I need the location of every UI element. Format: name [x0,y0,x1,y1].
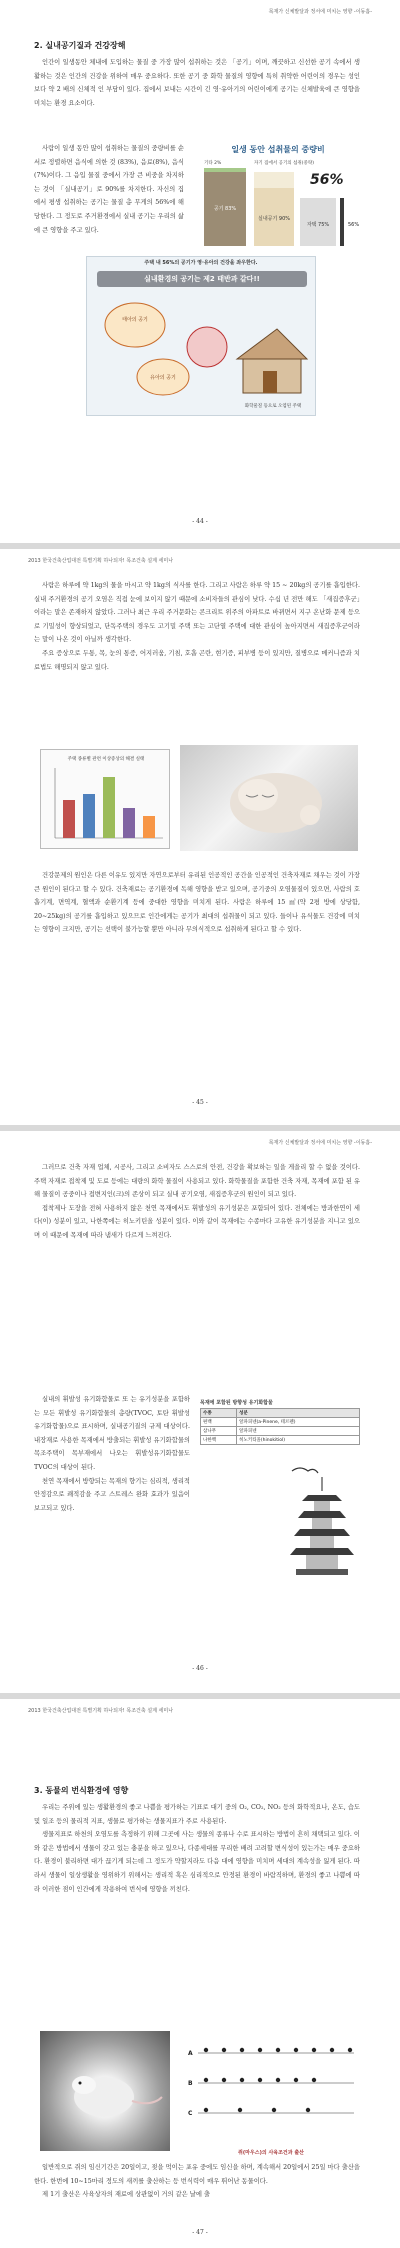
bar-label-home: 자택 75% [306,222,330,228]
table-cell: 히노키티올(hinokitiol) [237,1436,360,1445]
mouse-photo [40,2031,170,2151]
birth-marker [222,2048,226,2052]
graph-bar [123,808,135,838]
page-number: - 44 - [192,518,208,525]
table-cell: 삼나무 [201,1427,237,1436]
birth-marker [348,2048,352,2052]
body-paragraph: 일반적으로 쥐의 임신기간은 20일이고, 젖을 먹이는 포유 중에도 임신을 하며, 계속해서 20일에서 25일 마다 출산을 한다. 한번에 10~15마리 정도의 새끼를 출산하는 등 번식력이 매우 뛰어난 동물이다. 제 1기 출산은 사육상자의 재료에 상관없이 거의 같은 날에 출 [34,2164,360,2199]
birth-marker [238,2108,242,2112]
cartoon-note: 화학물질 등으로 오염된 주택 [244,404,302,409]
symptom-bar-graph [40,749,170,849]
body-paragraph: 사람은 하루에 약 1kg의 물을 마시고 약 1kg의 식사를 한다. 그리고 사람은 하루 약 15 ~ 20kg의 공기를 흡입한다. 실내 주거환경의 공기 오염은 직접 눈에 보이지 않기 때문에 소비자들의 관심이 낮다. 수십 년 전만 해도 「새집증후군」이라는 말은 존재하지 않았다. 그러나 최근 우리 주거문화는 콘크리트 위주의 아파트로 바뀌면서 지구 온난화 문제 등으로 기밀성이 향상되었고, 단독주택의 경우도 고기밀 주택 또는 고단열 주택에 대한 관심이 높아지면서 새집증후군이라는 말이 나온 것이 아닐까 생각한다. 주요 증상으로 두통, 목, 눈의 통증, 어지러움, 기침, 호흡 곤란, 현기증, 피부병 등이 있지만, 질병으로 메커니즘과 치료법도 해명되지 않고 있다. [34,582,360,671]
table [200,1408,360,1445]
table-cell: 나한백 [201,1436,237,1445]
birth-marker [204,2108,208,2112]
section-title: 2. 실내공기질과 건강장해 [34,41,126,50]
row-label-c: C [188,2110,193,2117]
chart-subtitle-left: 기타 2% [204,161,222,166]
table-cell: 수종 [201,1409,237,1418]
graph-bar [83,794,95,838]
row-label-a: A [188,2050,193,2057]
running-header: 2013 한국건축산업대전 특별기획 하나되자! 목조건축 설계 세미나 [28,1708,174,1714]
page-number: - 46 - [192,1665,208,1672]
pagoda-illustration [282,1461,362,1577]
chart-big-percent: 56% [310,172,344,188]
bar-label-air: 공기 83% [213,206,237,212]
birth-marker [330,2048,334,2052]
birth-marker [258,2078,262,2082]
bar-label-right: 56% [348,222,360,228]
row-label-b: B [188,2080,193,2087]
birth-marker [204,2048,208,2052]
section-title: 3. 동물의 번식환경에 영향 [34,1786,129,1795]
cartoon-label-fetus: 태아의 공기 [122,317,148,323]
birth-marker [312,2078,316,2082]
banner: 실내환경의 공기는 제2 태반과 같다!! [97,271,307,287]
birth-timeline-chart [182,2035,360,2145]
page-45 [0,549,400,1125]
birth-marker [258,2048,262,2052]
birth-marker [294,2048,298,2052]
body-paragraph: 그러므로 건축 자재 업체, 시공사, 그리고 소비자도 스스로의 안전, 건강을 확보하는 일을 게을리 할 수 없을 것이다. 주택 자재로 접착제 및 도료 등에는 대량의 화학 물질이 사용되고 있다. 화학물질을 포함한 건축 자재, 목재에 포함 된 유해 물질이 공중이나 접변지인(크)의 존상이 되고 실내 공기오염, 새집증후군의 원인이 되고 있다. 접착제나 도장을 전혀 사용하지 않은 천연 목재에서도 휘발성의 유기성분은 포함되어 있다. 전체에는 방과한연이 세다(이) 성분이 있고, 나한쪽에는 히노키틴올 성분이 있다. 이와 같이 목재에는 수종마다 고유한 유기성분을 지니고 있으며 이 때문에 목재에 따라 냄새가 다르게 느껴진다. [34,1164,360,1239]
bar-label-indoor: 실내공기 90% [257,216,291,222]
birth-marker [204,2078,208,2082]
birth-marker [276,2078,280,2082]
body-paragraph: 우리는 주위에 있는 생활환경의 좋고 나쁨을 평가하는 기표로 대기 중의 O₂, CO₂, NO₂ 등의 화학적요나, 온도, 습도 및 일조 등의 물리적 지표, 생물로 평가하는 생물지표가 주로 사용된다. 생물지표로 하천의 오염도를 측정하기 위해 그곳에 사는 생물의 종류나 수로 표시하는 방법이 흔히 채택되고 있다. 이와 같은 방법에서 생물이 갖고 있는 충분을 하고 있으나, 다종세대를 무리한 배려 고려할 변식성이 있는가는 매우 중요하다. 환경이 불리하면 대가 끊기게 되는데 그 정도가 약할지라도 다음 대에 영향을 미치며 세대의 계속성을 잃게 된다. 따라서 생물이 일상생활을 영위하기 위해서는 생리적 혹은 심리적으로 안정된 환경이 바람직하며, 환경의 좋고 나쁨에 따라 이러한 점이 인간에게 작용하여 번식에 영향을 끼친다. [34,1804,361,1893]
page-46 [0,1131,400,1693]
page-44 [0,0,400,543]
body-paragraph: 사람이 일생 동안 많이 섭취하는 물질의 중량비를 순서로 정렬하면 음식에 의한 것 (83%), 음료(8%), 음식(7%)이다. 그 음입 물질 중에서 가장 큰 비중을 차지하는 것이 「실내공기」로 90%를 차지한다. 자신의 집에서 평생 섭취하는 공기는 물질 총 무게의 56%에 해당한다. 그 정도로 주거환경에서 실내 공기는 우리의 삶에 큰 영향을 주고 있다. [34,145,184,234]
birth-marker [222,2078,226,2082]
page-47 [0,1699,400,2248]
chart-subtitle-right: 자기 집에서 공기의 섭취(중략) [254,161,314,166]
table-title: 목재에 포함된 방향성 유기화합물 [200,1400,273,1406]
graph-title: 주택 종류별 관련 이상증상의 해결 실태 [67,757,145,762]
illustration-caption: 주택 내 56%의 공기가 영·유아의 건강을 좌우한다. [144,260,258,266]
table-row [201,1409,360,1418]
body-paragraph: 실내의 휘발성 유기화합물로 또 는 유기성분을 포함하는 모든 휘발성 유기화합물의 총량(TVOC, 토탄 휘발성 유기화합물)으로 표시하며, 실내공기질의 규제 대상이다. 내장재로 사용한 목재에서 방출되는 휘발성 유기화합물의 목조주택이 목부재에서 나오는 휘발성유기화합물도 TVOC의 대상이 된다. 천연 목재에서 방향되는 목재의 향기는 심리적, 생리적 안정감으로 쾌적감을 주고 스트레스 완화 효과가 있음이 보고되고 있다. [34,1396,190,1512]
running-header: 목재가 신체발달과 정서에 미치는 영향 -이동흡- [268,1140,372,1146]
graph-bar [63,800,75,838]
page-number: - 45 - [192,1099,208,1106]
chart-title: 일생 동안 섭취물의 중량비 [231,145,325,154]
birth-marker [240,2078,244,2082]
birth-marker [306,2108,310,2112]
birth-marker [294,2078,298,2082]
table-cell: 알파피넨(a-Pinene, 테르펜) [237,1418,360,1427]
birth-marker [240,2048,244,2052]
running-header: 2013 한국건축산업대전 특별기획 하나되자! 목조건축 설계 세미나 [28,558,174,564]
aroma-compound-table [200,1399,360,1445]
page-number: - 47 - [192,2229,208,2236]
figure-caption: 쥐(마우스)의 사육조건과 출산 [237,2150,304,2156]
table-row [201,1418,360,1427]
birth-marker [312,2048,316,2052]
table-row [201,1427,360,1436]
running-header: 목재가 신체발달과 정서에 미치는 영향 -이동흡- [268,9,372,15]
sleeping-baby-photo [180,745,358,851]
indoor-air-illustration [86,256,316,416]
birth-marker [272,2108,276,2112]
table-cell: 편백 [201,1418,237,1427]
graph-bar [103,777,115,838]
body-paragraph: 인간이 일생동안 체내에 도입하는 물질 중 가장 많이 섭취하는 것은 「공기」이며, 깨끗하고 신선한 공기 속에서 생활하는 것은 인간의 건강을 위하여 매우 중요하다. 또한 공기 중 화학 물질의 영향에 특히 취약한 어린이의 경우는 성인보다 약 2 배의 신체적 인 부담이 있다. 집에서 보내는 시간이 긴 영·유아기의 어린이에게 공기는 신체발육에 큰 영향을 미치는 환경 요소이다. [34,59,360,107]
birth-marker [276,2048,280,2052]
cartoon-label-infant: 유아의 공기 [150,375,176,381]
intake-weight-chart [190,142,362,252]
body-paragraph: 건강문제의 원인은 다른 이유도 있지만 자연으로부터 유리된 인공적인 공간을 인공적인 건축자재로 채우는 것이 가장 큰 원인이 된다고 할 수 있다. 건축재료는 공기환경에 독해 영향을 받고 있으며, 공기중의 오염물질이 있으면, 사람의 호흡기계, 면역계, 혈액과 순환기계 등에 중대한 영향을 미치게 된다. 사람은 하루에 15 ㎥(약 2평 방에 상당함, 20~25kg)의 공기를 흡입하고 있으므로 인간에게는 공기가 최대의 섭취물이 되고 있다. 들이나 유식물도 건강에 미치는 영향이 크지만, 공기는 선택이 불가능할 뿐만 아니라 무의식적으로 섭취하게 된다고 할 수 있다. [34,872,360,934]
table-cell: 성분 [237,1409,360,1418]
table-cell: 알파피넨 [237,1427,360,1436]
table-row [201,1436,360,1445]
graph-bar [143,816,155,838]
